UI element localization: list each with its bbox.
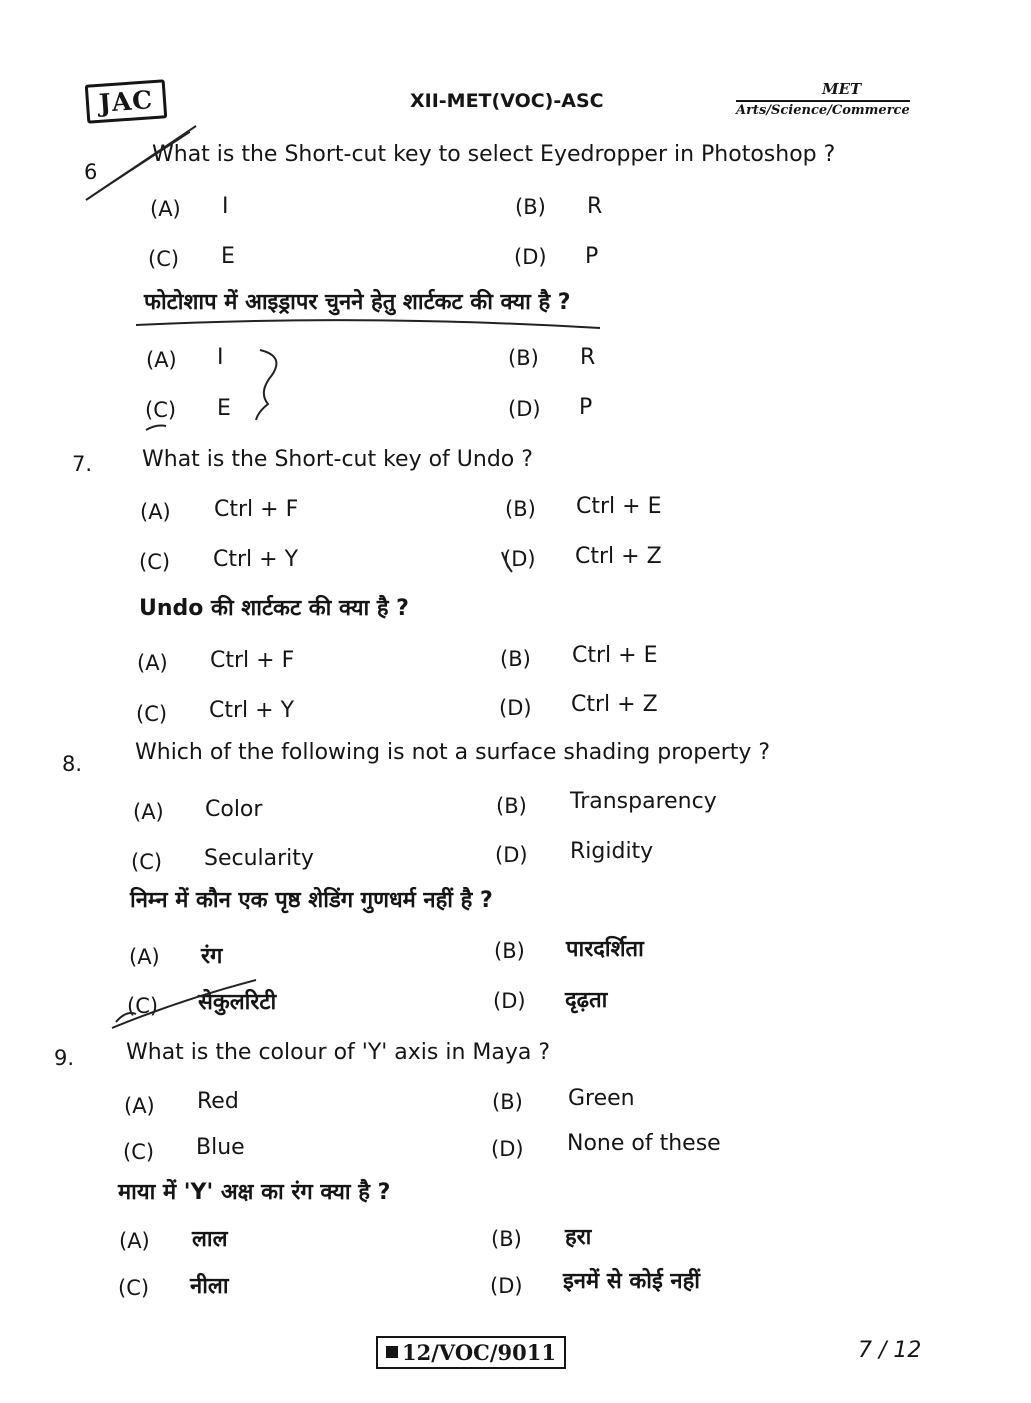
q6-hi-option-a-label: (A) [146, 348, 177, 372]
question-8-number: 8. [62, 752, 83, 776]
q8-en-option-a-label: (A) [133, 800, 164, 824]
q9-hi-option-b-value: हरा [565, 1225, 592, 1250]
question-6-number: 6 [84, 160, 98, 184]
question-6-text-en: What is the Short-cut key to select Eyedropper in Photoshop ? [152, 142, 836, 167]
q7-hi-option-c-label: (C) [136, 702, 168, 726]
q6-hi-option-b-label: (B) [508, 346, 539, 370]
question-7-text-hi: Undo की शार्टकट की क्या है ? [139, 596, 409, 621]
q8-en-option-b-label: (B) [496, 794, 527, 818]
q7-hi-option-d-label: (D) [499, 696, 532, 720]
q9-en-option-a-label: (A) [124, 1094, 155, 1118]
q6-brace-mark [256, 350, 276, 420]
q6-en-option-d-value: P [585, 244, 599, 269]
q6-underline-mark [136, 320, 600, 328]
q9-hi-option-c-value: नीला [190, 1274, 229, 1299]
q8-en-option-c-label: (C) [131, 850, 163, 874]
q6-tick-mark [146, 426, 166, 431]
q7-en-option-d-label: (D) [503, 547, 536, 571]
q7-hi-option-b-value: Ctrl + E [572, 643, 658, 668]
q7-hi-option-b-label: (B) [500, 647, 531, 671]
q8-en-option-b-value: Transparency [570, 789, 717, 814]
footer-code: 12/VOC/9011 [402, 1340, 556, 1365]
question-9-number: 9. [54, 1046, 75, 1070]
q7-en-option-c-value: Ctrl + Y [213, 547, 299, 572]
q8-en-option-c-value: Secularity [204, 846, 314, 871]
q9-en-option-c-label: (C) [123, 1140, 155, 1164]
q6-hi-option-a-value: I [217, 345, 224, 370]
q8-hi-option-d-label: (D) [493, 989, 526, 1013]
q7-tick-mark [502, 552, 512, 572]
stream-label: Arts/Science/Commerce [736, 100, 910, 118]
q7-en-option-b-label: (B) [505, 497, 536, 521]
q9-en-option-a-value: Red [197, 1089, 239, 1114]
q8-en-option-d-label: (D) [495, 843, 528, 867]
q7-en-option-b-value: Ctrl + E [576, 494, 662, 519]
q7-hi-option-c-value: Ctrl + Y [209, 698, 295, 723]
q9-hi-option-a-value: लाल [192, 1227, 228, 1252]
q9-en-option-b-label: (B) [492, 1090, 523, 1114]
question-9-text-en: What is the colour of 'Y' axis in Maya ? [126, 1040, 551, 1065]
q6-en-option-c-value: E [221, 244, 235, 269]
q8-hi-option-b-label: (B) [494, 939, 525, 963]
question-8-text-en: Which of the following is not a surface shading property ? [135, 740, 771, 765]
q9-hi-option-c-label: (C) [118, 1276, 150, 1300]
q7-hi-option-d-value: Ctrl + Z [571, 692, 658, 717]
q8-hi-option-a-label: (A) [129, 945, 160, 969]
q7-hi-option-a-label: (A) [137, 651, 168, 675]
question-8-text-hi: निम्न में कौन एक पृष्ठ शेडिंग गुणधर्म नहीं है ? [130, 888, 493, 913]
q6-en-option-a-value: I [222, 194, 229, 219]
q6-en-option-c-label: (C) [148, 247, 180, 271]
q8-en-option-d-value: Rigidity [570, 839, 654, 864]
q8-hi-option-a-value: रंग [201, 944, 223, 969]
q7-en-option-c-label: (C) [139, 550, 171, 574]
q7-en-option-d-value: Ctrl + Z [575, 544, 662, 569]
question-6-text-hi: फोटोशाप में आइड्रापर चुनने हेतु शार्टकट की क्या है ? [144, 290, 571, 315]
q8-en-option-a-value: Color [205, 797, 263, 822]
q6-slash-mark-2 [92, 132, 190, 196]
q8-hi-option-b-value: पारदर्शिता [566, 937, 644, 962]
q8-answer-mark [112, 980, 256, 1028]
q7-hi-option-a-value: Ctrl + F [210, 648, 295, 673]
q6-en-option-d-label: (D) [514, 245, 547, 269]
q9-hi-option-d-label: (D) [490, 1274, 523, 1298]
question-7-text-en: What is the Short-cut key of Undo ? [142, 447, 533, 472]
q6-hi-option-c-label: (C) [145, 398, 177, 422]
question-7-number: 7. [72, 452, 93, 476]
q6-hi-option-d-label: (D) [508, 397, 541, 421]
q7-en-option-a-value: Ctrl + F [214, 497, 299, 522]
q7-en-option-a-label: (A) [140, 500, 171, 524]
q6-hi-option-b-value: R [580, 345, 596, 370]
q9-en-option-d-value: None of these [567, 1131, 721, 1156]
jac-logo: JAC [85, 79, 168, 123]
q9-en-option-c-value: Blue [196, 1135, 245, 1160]
q9-hi-option-d-value: इनमें से कोई नहीं [563, 1269, 701, 1294]
q6-hi-option-c-value: E [217, 396, 231, 421]
q9-en-option-d-label: (D) [491, 1137, 524, 1161]
paper-code: XII-MET(VOC)-ASC [410, 90, 604, 112]
q9-hi-option-b-label: (B) [491, 1227, 522, 1251]
page-number: 7 / 12 [858, 1338, 922, 1363]
q9-en-option-b-value: Green [568, 1086, 635, 1111]
q8-hi-option-c-value: सेकुलरिटी [198, 990, 277, 1015]
q6-en-option-a-label: (A) [150, 197, 181, 221]
question-9-text-hi: माया में 'Y' अक्ष का रंग क्या है ? [118, 1180, 391, 1205]
q9-hi-option-a-label: (A) [119, 1229, 150, 1253]
q8-hi-option-d-value: दृढ़ता [565, 988, 608, 1013]
subject-label: MET [822, 80, 862, 98]
q8-hi-option-c-label: (C) [127, 994, 159, 1018]
q6-en-option-b-value: R [587, 194, 603, 219]
q6-hi-option-d-value: P [579, 395, 593, 420]
q6-en-option-b-label: (B) [515, 195, 546, 219]
